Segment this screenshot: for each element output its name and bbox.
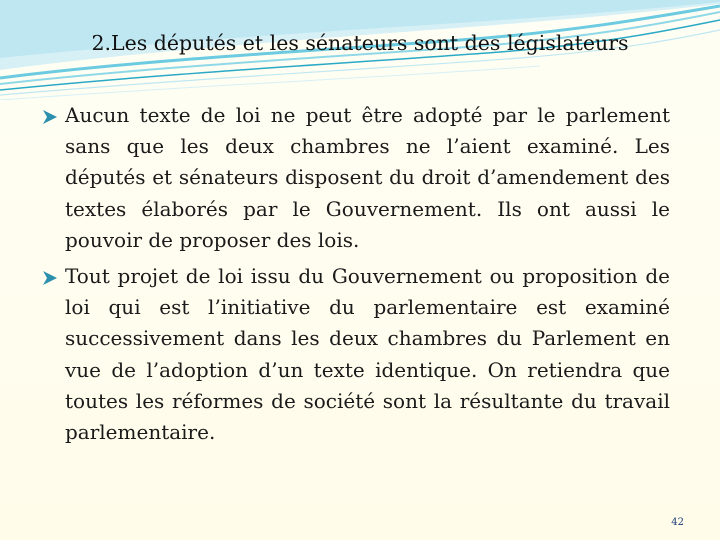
bullet-text: Aucun texte de loi ne peut être adopté par le parlement sans que les deux chambres ne l’aient examiné. Les députés et sénateurs disposent du droit d’amendement des textes élaborés par le Gouvernement. Ils ont aussi le pouvoir de proposer des lois. (65, 103, 670, 252)
bullet-item (42, 261, 670, 448)
arrow-bullet-icon (42, 270, 59, 286)
arrow-bullet-icon (42, 109, 59, 125)
bullet-text: Tout projet de loi issu du Gouvernement ou proposition de loi qui est l’initiative du parlementaire est examiné successivement dans les deux chambres du Parlement en vue de l’adoption d’un texte identique. On retiendra que toutes les réformes de société sont la résultante du travail parlementaire. (65, 264, 670, 445)
bullet-list (42, 100, 670, 453)
page-number: 42 (671, 517, 684, 528)
slide-title: 2.Les députés et les sénateurs sont des législateurs (91, 31, 629, 55)
bullet-item (42, 100, 670, 256)
